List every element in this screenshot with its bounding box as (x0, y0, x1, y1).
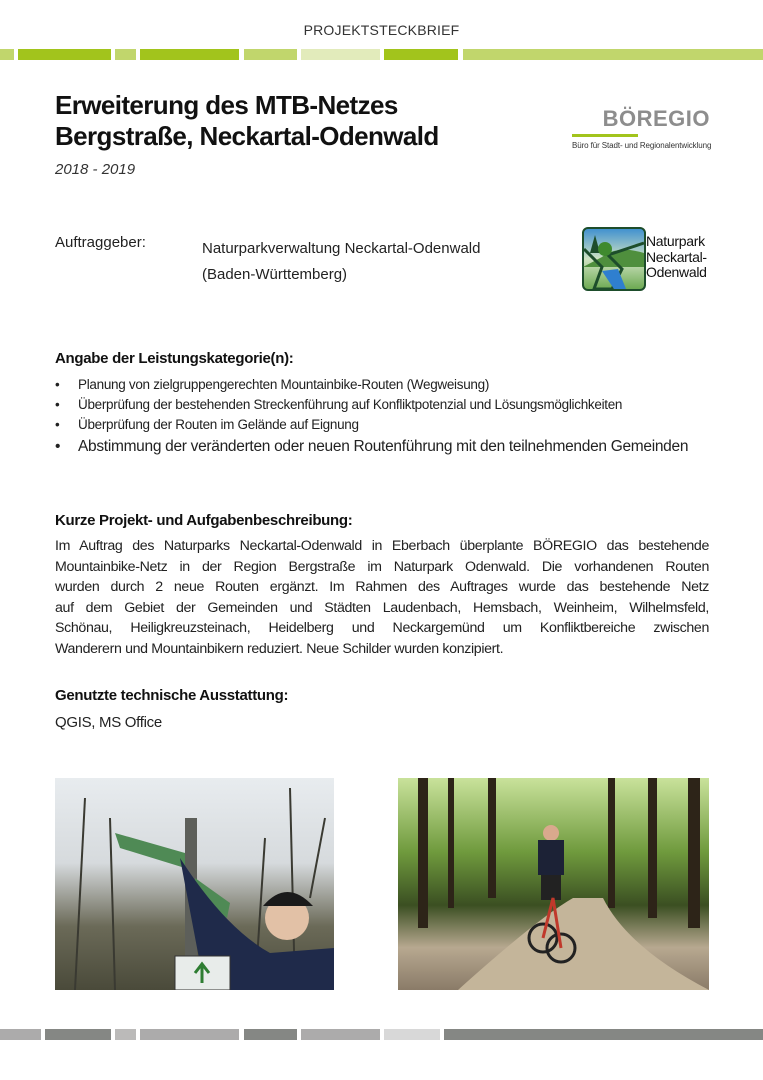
color-bar (18, 49, 111, 60)
grey-bar (244, 1029, 297, 1040)
list-item (55, 395, 715, 415)
grey-bar (444, 1029, 763, 1040)
naturpark-emblem-icon (582, 227, 646, 291)
services-heading: Angabe der Leistungskategorie(n): (55, 350, 294, 367)
boregio-logo-name: BÖREGIO (602, 106, 710, 131)
description-line: Wanderern und Mountainbikern reduziert. Neue Schilder wurden konzipiert. (55, 640, 504, 657)
description-line: Im Auftrag des Naturparks Neckartal-Odenwald in Eberbach überplante BÖREGIO das bestehende (55, 538, 709, 554)
client-region: (Baden-Württemberg) (202, 266, 348, 283)
color-bar (463, 49, 763, 60)
boregio-tagline: Büro für Stadt- und Regionalentwicklung (572, 141, 712, 150)
grey-bar (384, 1029, 440, 1040)
photo-illustration (55, 778, 334, 990)
description-line: auf dem Gebiet der Gemeinden und Städten Laudenbach, Hemsbach, Weinheim, Wilhelmsfeld, (55, 599, 709, 616)
grey-bar (140, 1029, 239, 1040)
title-line: Bergstraße, Neckartal-Odenwald (55, 121, 439, 151)
list-item-text: Abstimmung der veränderten oder neuen Routenführung mit den teilnehmenden Gemeinden (78, 438, 689, 455)
color-bar (0, 49, 14, 60)
equipment-value: QGIS, MS Office (55, 714, 162, 731)
photo-sign-installation (55, 778, 334, 990)
list-item (55, 375, 715, 395)
photo-illustration (398, 778, 709, 990)
color-bar (301, 49, 380, 60)
list-item-text: Überprüfung der bestehenden Streckenführung auf Konfliktpotenzial und Lösungsmöglichkeiten (78, 397, 623, 412)
description-heading: Kurze Projekt- und Aufgabenbeschreibung: (55, 512, 353, 529)
description-body (55, 536, 709, 660)
boregio-logo (572, 106, 712, 150)
boregio-logo-underline (572, 134, 638, 137)
client-value (202, 236, 480, 288)
list-item (55, 435, 715, 458)
equipment-heading: Genutzte technische Ausstattung: (55, 687, 289, 704)
title-line: Erweiterung des MTB-Netzes (55, 90, 398, 120)
description-line: Mountainbike-Netz in der Region Bergstraße im Naturpark Odenwald. Die vorhandenen Routen (55, 558, 709, 575)
project-years: 2018 - 2019 (55, 161, 136, 178)
logo-text-line: Odenwald (646, 264, 707, 280)
description-line: Schönau, Heiligkreuzsteinach, Heidelberg und Neckargemünd um Konfliktbereiche zwischen (55, 620, 709, 637)
naturpark-logo (582, 227, 717, 291)
services-list (55, 375, 715, 458)
grey-bar (45, 1029, 111, 1040)
list-item-text: Planung von zielgruppengerechten Mountainbike-Routen (Wegweisung) (78, 377, 490, 392)
bullet: • (55, 397, 60, 412)
grey-bar (301, 1029, 380, 1040)
client-label: Auftraggeber: (55, 234, 146, 251)
bullet: • (55, 438, 61, 455)
grey-bar (0, 1029, 41, 1040)
logo-text-line: Neckartal- (646, 248, 707, 265)
color-bar (140, 49, 239, 60)
logo-text-line: Naturpark (646, 233, 705, 249)
grey-bar (115, 1029, 136, 1040)
color-bar (384, 49, 458, 60)
list-item (55, 415, 715, 435)
photo-mountainbiker (398, 778, 709, 990)
naturpark-logo-text (646, 234, 707, 281)
page-title (55, 90, 439, 152)
document-header: PROJEKTSTECKBRIEF (303, 22, 460, 38)
client-name: Naturparkverwaltung Neckartal-Odenwald (202, 240, 481, 257)
bullet: • (55, 377, 60, 392)
bullet: • (55, 417, 60, 432)
list-item-text: Überprüfung der Routen im Gelände auf Eignung (78, 417, 359, 432)
description-line: wurden durch 2 neue Routen ergänzt. Im Rahmen des Auftrages wurde das bestehende Netz (55, 579, 709, 596)
color-bar (115, 49, 136, 60)
color-bar (244, 49, 297, 60)
